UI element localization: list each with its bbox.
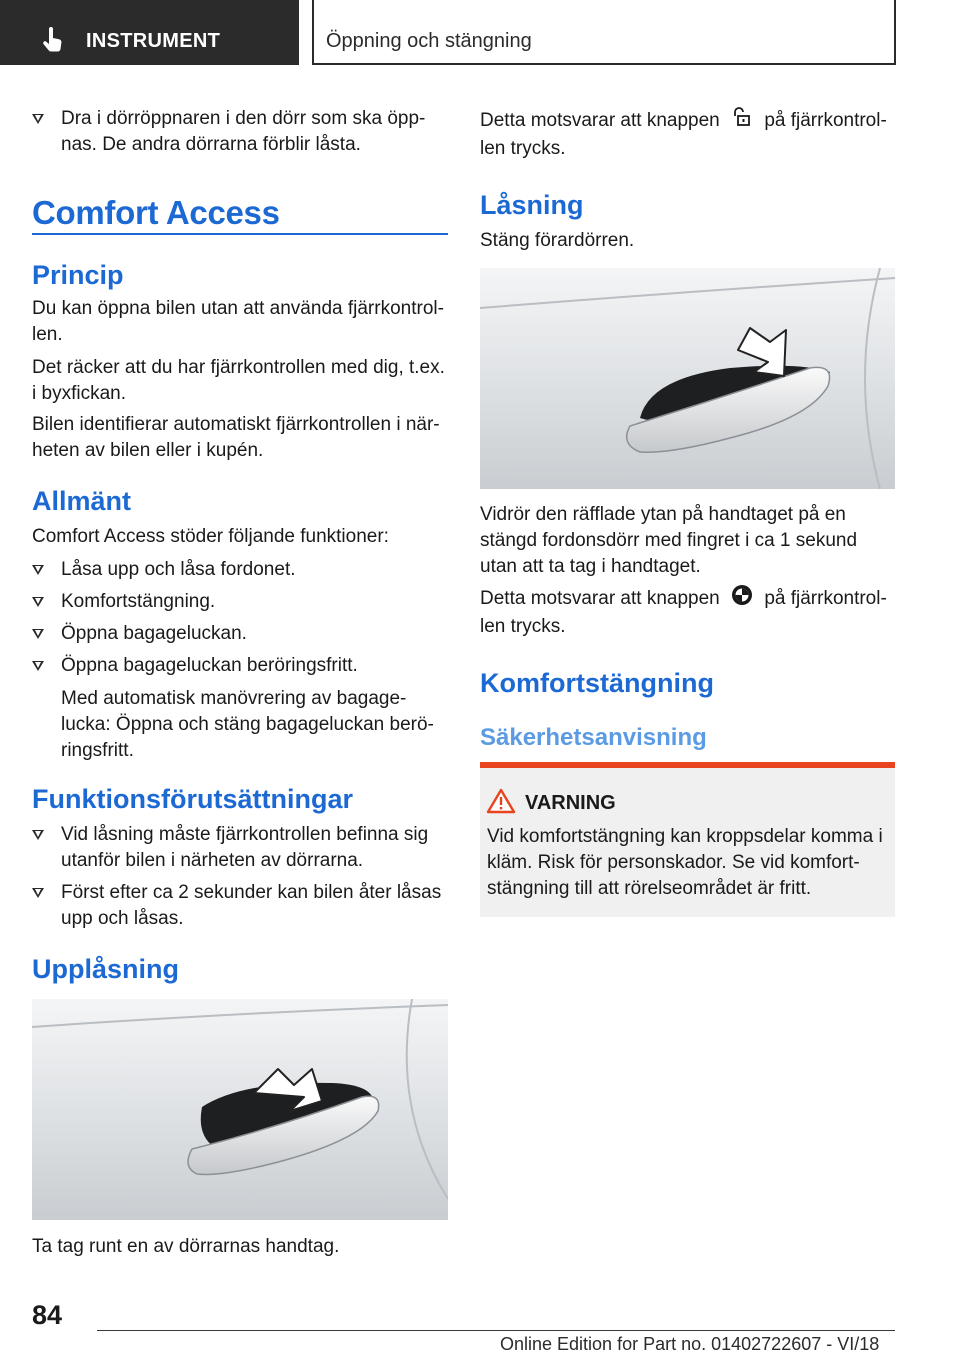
lasning-intro: Stäng förardörren. xyxy=(480,230,635,251)
list-item: Först efter ca 2 sekunder kan bilen åter låsas upp och låsas. xyxy=(32,880,448,932)
bullet-triangle-icon xyxy=(32,629,44,639)
bullet-triangle-icon xyxy=(32,114,44,124)
list-item: Vid låsning måste fjärrkontrollen befinna sig utanför bilen i närheten av dörrarna. xyxy=(32,822,448,874)
door-handle-touch-photo xyxy=(480,268,895,489)
bullet-triangle-icon xyxy=(32,888,44,898)
list-item: Låsa upp och låsa fordonet. xyxy=(32,557,448,583)
chapter-header xyxy=(312,0,896,65)
allmant-intro: Comfort Access stöder följande funktioner: xyxy=(32,526,389,547)
list-item: Komfortstängning. xyxy=(32,589,448,615)
allmant-sub: Med automatisk manövrering av bagage-lucka: Öppna och stäng bagageluckan berö-ringsfritt. xyxy=(61,688,434,761)
unlock-icon xyxy=(731,106,753,136)
unlock-equivalent-text: Detta motsvarar att knappen på fjärrkontrol-len trycks. xyxy=(480,106,896,162)
footer-edition: Online Edition for Part no. 01402722607 - VI/18 xyxy=(500,1334,880,1354)
bullet-triangle-icon xyxy=(32,661,44,671)
lock-equivalent-text: Detta motsvarar att knappen på fjärrkontrol-len trycks. xyxy=(480,584,896,640)
princip-p3: Bilen identifierar automatiskt fjärrkontrollen i när-heten av bilen eller i kupén. xyxy=(32,414,440,461)
forutsattningar-heading: Funktionsförutsättningar xyxy=(32,784,353,814)
warning-triangle-icon xyxy=(486,788,516,819)
warning-text: Vid komfortstängning kan kroppsdelar komma i kläm. Risk för personskador. Se vid komfort-stängning till att rörelseområdet är fritt. xyxy=(487,826,883,899)
warning-box xyxy=(480,762,895,917)
title-divider xyxy=(32,233,448,235)
page-number: 84 xyxy=(32,1300,63,1330)
princip-p1: Du kan öppna bilen utan att använda fjärrkontrol-len. xyxy=(32,298,444,345)
upplasning-caption: Ta tag runt en av dörrarnas handtag. xyxy=(32,1236,340,1257)
bmw-logo-icon xyxy=(731,584,753,614)
section-tab[interactable] xyxy=(0,0,299,65)
section-title: Comfort Access xyxy=(32,194,280,231)
intro-bullet: Dra i dörröppnaren i den dörr som ska öpp-nas. De andra dörrarna förblir låsta. xyxy=(32,106,448,158)
upplasning-heading: Upplåsning xyxy=(32,954,179,984)
chapter-title: Öppning och stängning xyxy=(326,30,532,52)
lasning-p1: Vidrör den räfflade ytan på handtaget på en stängd fordonsdörr med fingret i ca 1 sekund utan att ta tag i handtaget. xyxy=(480,504,858,577)
door-handle-grip-photo xyxy=(32,999,448,1220)
bullet-triangle-icon xyxy=(32,565,44,575)
komfort-subheading: Säkerhetsanvisning xyxy=(480,724,707,751)
pointing-hand-icon xyxy=(40,27,66,58)
warning-title: VARNING xyxy=(525,792,616,814)
allmant-heading: Allmänt xyxy=(32,486,132,516)
bullet-triangle-icon xyxy=(32,830,44,840)
footer-divider xyxy=(97,1330,895,1331)
list-item: Öppna bagageluckan beröringsfritt. xyxy=(32,653,448,679)
lasning-heading: Låsning xyxy=(480,190,584,220)
section-label: INSTRUMENT xyxy=(86,30,221,52)
list-item: Öppna bagageluckan. xyxy=(32,621,448,647)
princip-p2: Det räcker att du har fjärrkontrollen med dig, t.ex. i byxfickan. xyxy=(32,357,445,404)
komfort-heading: Komfortstängning xyxy=(480,668,714,698)
princip-heading: Princip xyxy=(32,260,124,290)
bullet-triangle-icon xyxy=(32,597,44,607)
